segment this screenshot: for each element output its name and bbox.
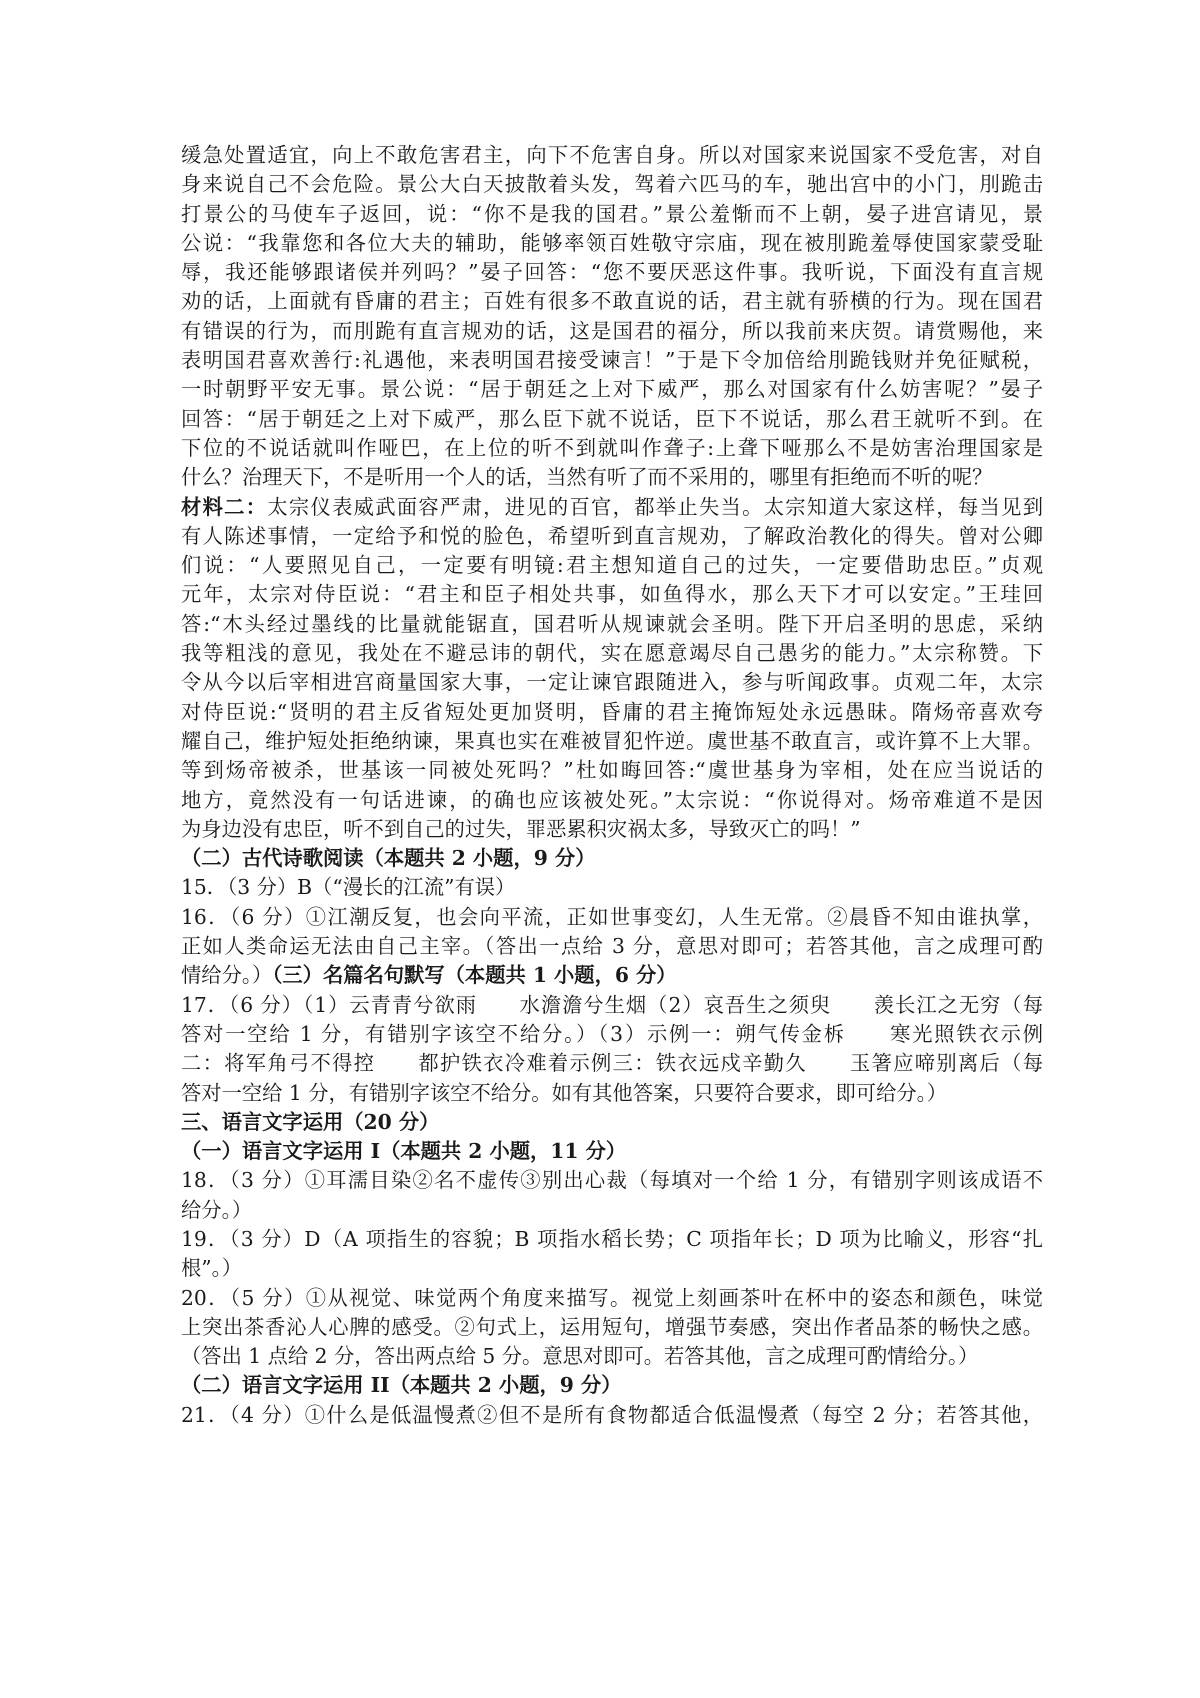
line-text: 缓急处置适宜，向上不敢危害君主，向下不危害自身。所以对国家来说国家不受危害，对自 <box>181 143 1043 167</box>
text-line <box>181 1196 1043 1225</box>
text-line <box>181 961 1043 990</box>
line-text: 上突出茶香沁人心脾的感受。②句式上，运用短句，增强节奏感，突出作者品茶的畅快之感。 <box>181 1314 1043 1339</box>
line-text: 太宗仪表威武面容严肃，进见的百官，都举止失当。太宗知道大家这样，每当见到 <box>267 494 1043 519</box>
text-line <box>181 287 1043 316</box>
text-line <box>181 493 1043 522</box>
text-line <box>181 1020 1043 1049</box>
text-line <box>181 1225 1043 1254</box>
line-text: 打景公的马使车子返回，说：“你不是我的国君。”景公羞惭而不上朝，晏子进宫请见，景 <box>181 201 1043 226</box>
answer-key-text <box>181 141 1043 1430</box>
line-text: 地方，竟然没有一句话进谏，的确也应该被处死。”太宗说：“你说得对。炀帝难道不是因 <box>181 787 1043 812</box>
text-line <box>181 639 1043 668</box>
text-line <box>181 141 1043 170</box>
text-line <box>181 229 1043 258</box>
line-text: 元年，太宗对侍臣说：“君主和臣子相处共事，如鱼得水，那么天下才可以安定。”王珪回 <box>181 582 1043 607</box>
text-line <box>181 1284 1043 1313</box>
text-line <box>181 463 1043 492</box>
line-text: 有错误的行为，而刖跪有直言规劝的话，这是国君的福分，所以我前来庆贺。请赏赐他，来 <box>181 318 1043 343</box>
text-line <box>181 551 1043 580</box>
line-text: 21．（4 分）①什么是低温慢煮②但不是所有食物都适合低温慢煮（每空 2 分；若答其他， <box>181 1402 1043 1427</box>
line-text: 劝的话，上面就有昏庸的君主；百姓有很多不敢直说的话，君主就有骄横的行为。现在国君 <box>181 289 1043 314</box>
text-line <box>181 1313 1043 1342</box>
line-text: （二）语言文字运用 II（本题共 2 小题，9 分） <box>181 1373 622 1398</box>
line-text: 20．（5 分）①从视觉、味觉两个角度来描写。视觉上刻画茶叶在杯中的姿态和颜色，味觉 <box>181 1285 1043 1310</box>
text-line <box>181 844 1043 873</box>
text-line <box>181 1342 1043 1371</box>
text-line <box>181 1254 1043 1283</box>
line-text: 答:“木头经过墨线的比量就能锯直，国君听从规谏就会圣明。陛下开启圣明的思虑，采纳 <box>181 611 1043 636</box>
text-line <box>181 1137 1043 1166</box>
line-text: 们说：“人要照见自己，一定要有明镜:君主想知道自己的过失，一定要借助忠臣。”贞观 <box>181 553 1043 578</box>
text-line <box>181 434 1043 463</box>
line-text: 18．（3 分）①耳濡目染②名不虚传③别出心裁（每填对一个给 1 分，有错别字则该成语不 <box>181 1168 1043 1193</box>
text-line <box>181 1401 1043 1430</box>
text-line <box>181 200 1043 229</box>
text-line <box>181 580 1043 609</box>
line-text: 什么？治理天下，不是听用一个人的话，当然有听了而不采用的，哪里有拒绝而不听的呢？ <box>181 465 993 490</box>
text-line <box>181 1079 1043 1108</box>
line-text: 身来说自己不会危险。景公大白天披散着头发，驾着六匹马的车，驰出宫中的小门，刖跪击 <box>181 172 1043 197</box>
line-text: 为身边没有忠臣，听不到自己的过失，罪恶累积灾祸太多，导致灭亡的吗！” <box>181 816 861 841</box>
text-line <box>181 346 1043 375</box>
line-text: 令从今以后宰相进宫商量国家大事，一定让谏官跟随进入，参与听闻政事。贞观二年，太宗 <box>181 670 1043 695</box>
line-text: 等到炀帝被杀，世基该一同被处死吗？”杜如晦回答:“虞世基身为宰相，处在应当说话的 <box>181 758 1043 783</box>
text-line <box>181 610 1043 639</box>
line-text: 给分。） <box>181 1197 252 1222</box>
line-text: 辱，我还能够跟诸侯并列吗？”晏子回答：“您不要厌恶这件事。我听说，下面没有直言规 <box>181 260 1043 285</box>
line-text: 表明国君喜欢善行:礼遇他，来表明国君接受谏言！”于是下令加倍给刖跪钱财并免征赋税， <box>181 348 1043 373</box>
line-text: 公说：“我靠您和各位大夫的辅助，能够率领百姓敬守宗庙，现在被刖跪羞辱使国家蒙受耻 <box>181 230 1043 255</box>
text-line <box>181 991 1043 1020</box>
text-line <box>181 170 1043 199</box>
line-text: 答对一空给 1 分，有错别字该空不给分。如有其他答案，只要符合要求，即可给分。） <box>181 1080 948 1105</box>
line-text: 对侍臣说:“贤明的君主反省短处更加贤明，昏庸的君主掩饰短处永远愚昧。隋炀帝喜欢夸 <box>181 699 1043 724</box>
line-text: 答对一空给 1 分，有错别字该空不给分。）（3）示例一：朔气传金柝 寒光照铁衣示例 <box>181 1021 1043 1046</box>
text-line <box>181 932 1043 961</box>
line-text: 有人陈述事情，一定给予和悦的脸色，希望听到直言规劝，了解政治教化的得失。曾对公卿 <box>181 523 1043 548</box>
text-line <box>181 668 1043 697</box>
text-line <box>181 698 1043 727</box>
line-text: 根”。） <box>181 1256 243 1281</box>
line-text: 二：将军角弓不得控 都护铁衣冷难着示例三：铁衣远戍辛勤久 玉箸应啼别离后（每 <box>181 1051 1043 1076</box>
text-line <box>181 1108 1043 1137</box>
line-text: 回答：“居于朝廷之上对下威严，那么臣下就不说话，臣下不说话，那么君王就听不到。在 <box>181 406 1043 431</box>
line-text: （答出 1 点给 2 分，答出两点给 5 分。意思对即可。若答其他，言之成理可酌情给分。） <box>181 1344 979 1369</box>
text-line <box>181 317 1043 346</box>
text-line <box>181 405 1043 434</box>
line-text: 三、语言文字运用（20 分） <box>181 1109 440 1134</box>
text-line <box>181 258 1043 287</box>
line-text: 17．（6 分）（1）云青青兮欲雨 水澹澹兮生烟（2）哀吾生之须臾 羡长江之无穷（每 <box>181 992 1043 1017</box>
section-label: 材料二： <box>181 494 268 519</box>
text-line <box>181 727 1043 756</box>
line-text: 16．（6 分）①江潮反复，也会向平流，正如世事变幻，人生无常。②晨昏不知由谁执掌， <box>181 904 1043 929</box>
line-text: 正如人类命运无法由自己主宰。（答出一点给 3 分，意思对即可；若答其他，言之成理可酌 <box>181 934 1043 959</box>
text-line <box>181 1166 1043 1195</box>
text-line <box>181 815 1043 844</box>
line-text: 我等粗浅的意见，我处在不避忌讳的朝代，实在愿意竭尽自己愚劣的能力。”太宗称赞。下 <box>181 641 1043 666</box>
line-text: 19．（3 分）D（A 项指生的容貌；B 项指水稻长势；C 项指年长；D 项为比喻义，形容“扎 <box>181 1226 1043 1251</box>
line-text: （一）语言文字运用 I（本题共 2 小题，11 分） <box>181 1139 627 1164</box>
text-line <box>181 1371 1043 1400</box>
line-text: 情给分。） <box>181 963 273 988</box>
text-line <box>181 1049 1043 1078</box>
text-line <box>181 903 1043 932</box>
text-line <box>181 873 1043 902</box>
line-text: 一时朝野平安无事。景公说：“居于朝廷之上对下威严，那么对国家有什么妨害呢？”晏子 <box>181 377 1043 402</box>
line-text: 耀自己，维护短处拒绝纳谏，果真也实在难被冒犯忤逆。虞世基不敢直言，或许算不上大罪。 <box>181 728 1043 753</box>
section-heading: （三）名篇名句默写（本题共 1 小题，6 分） <box>272 963 677 988</box>
text-line <box>181 786 1043 815</box>
text-line <box>181 522 1043 551</box>
line-text: 下位的不说话就叫作哑巴，在上位的听不到就叫作聋子:上聋下哑那么不是妨害治理国家是 <box>181 435 1043 460</box>
line-text: （二）古代诗歌阅读（本题共 2 小题，9 分） <box>181 846 596 871</box>
text-line <box>181 756 1043 785</box>
line-text: 15．（3 分）B（“漫长的江流”有误） <box>181 875 516 900</box>
text-line <box>181 375 1043 404</box>
